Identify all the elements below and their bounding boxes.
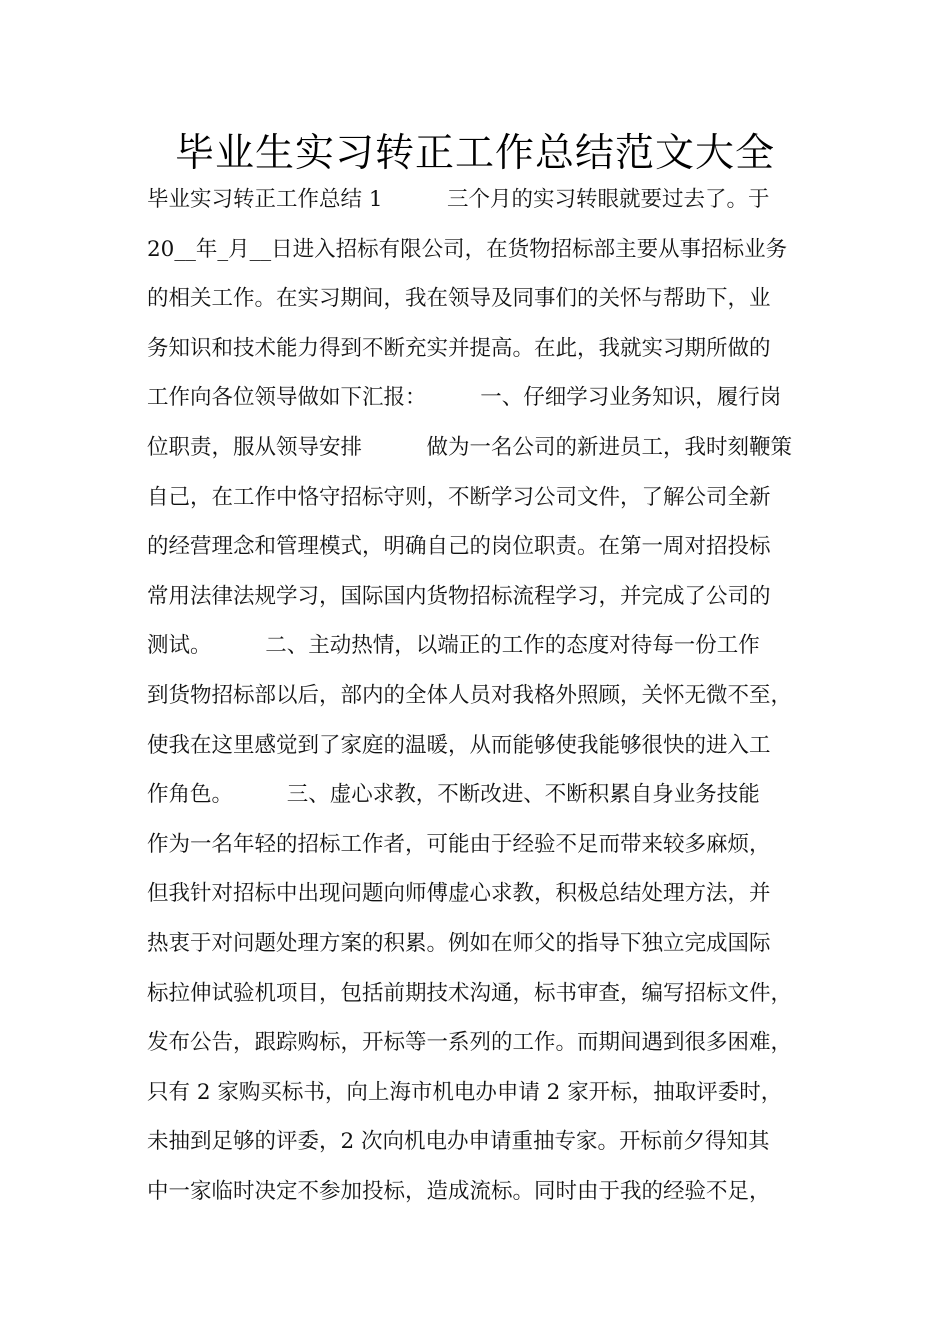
body-line: 的相关工作。在实习期间，我在领导及同事们的关怀与帮助下，业 xyxy=(147,286,771,312)
document-title: 毕业生实习转正工作总结范文大全 xyxy=(174,131,775,176)
body-line: 但我针对招标中出现问题向师傅虚心求教，积极总结处理方法，并 xyxy=(147,881,771,907)
body-line: 自己，在工作中恪守招标守则，不断学习公司文件，了解公司全新 xyxy=(147,484,771,510)
body-line: 常用法律法规学习，国际国内货物招标流程学习，并完成了公司的 xyxy=(147,583,771,609)
body-line: 位职责，服从领导安排 做为一名公司的新进员工，我时刻鞭策 xyxy=(147,434,793,460)
body-line: 使我在这里感觉到了家庭的温暖，从而能够使我能够很快的进入工 xyxy=(147,732,771,758)
body-line: 标拉伸试验机项目，包括前期技术沟通，标书审查，编写招标文件， xyxy=(147,980,793,1006)
body-line: 20__年_月__日进入招标有限公司，在货物招标部主要从事招标业务 xyxy=(147,236,788,262)
body-line: 作角色。 三、虚心求教，不断改进、不断积累自身业务技能 xyxy=(147,782,760,808)
body-line: 测试。 二、主动热情，以端正的工作的态度对待每一份工作 xyxy=(147,633,760,659)
body-line: 中一家临时决定不参加投标，造成流标。同时由于我的经验不足， xyxy=(147,1178,771,1204)
body-line: 只有 2 家购买标书，向上海市机电办申请 2 家开标，抽取评委时， xyxy=(147,1079,783,1105)
body-line: 到货物招标部以后，部内的全体人员对我格外照顾，关怀无微不至， xyxy=(147,682,793,708)
body-line: 发布公告，跟踪购标，开标等一系列的工作。而期间遇到很多困难， xyxy=(147,1030,793,1056)
body-line: 务知识和技术能力得到不断充实并提高。在此，我就实习期所做的 xyxy=(147,335,771,361)
document-body xyxy=(147,182,837,1223)
body-line: 未抽到足够的评委，2 次向机电办申请重抽专家。开标前夕得知其 xyxy=(147,1129,770,1155)
body-line: 毕业实习转正工作总结 1 三个月的实习转眼就要过去了。于 xyxy=(147,187,770,212)
body-line: 的经营理念和管理模式，明确自己的岗位职责。在第一周对招投标 xyxy=(147,534,771,560)
body-line: 热衷于对问题处理方案的积累。例如在师父的指导下独立完成国际 xyxy=(147,930,771,956)
body-line: 作为一名年轻的招标工作者，可能由于经验不足而带来较多麻烦， xyxy=(147,831,771,857)
body-line: 工作向各位领导做如下汇报： 一、仔细学习业务知识，履行岗 xyxy=(147,385,782,411)
